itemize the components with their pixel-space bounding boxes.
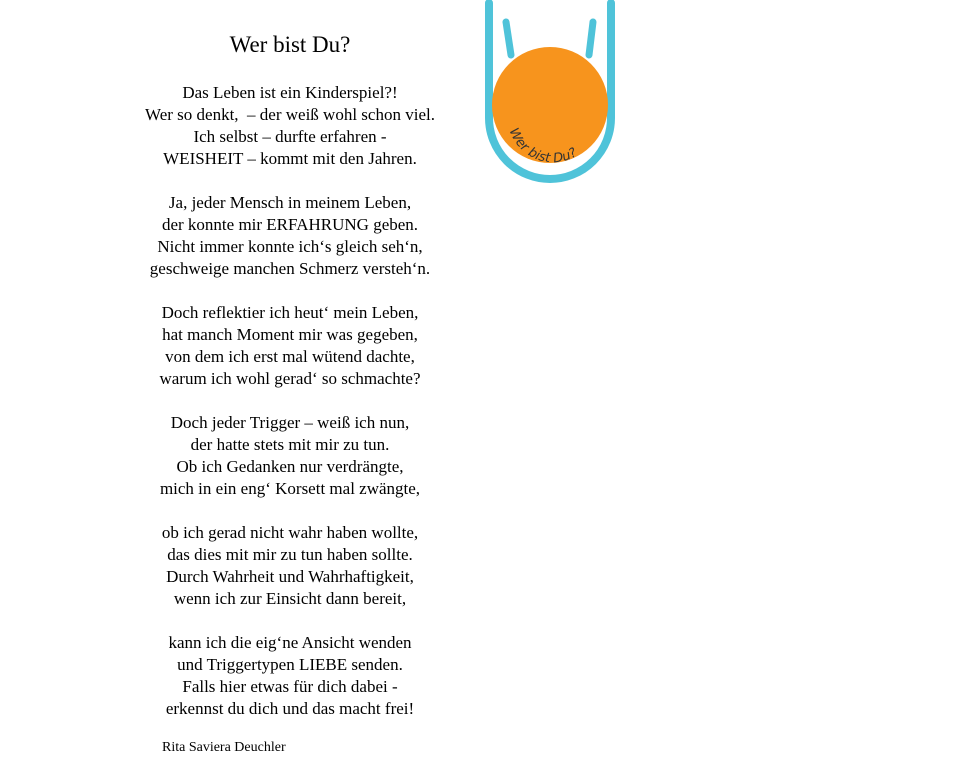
poem-line: mich in ein eng‘ Korsett mal zwängte,: [159, 479, 421, 498]
poem-line: wenn ich zur Einsicht dann bereit,: [173, 589, 407, 608]
poem-line: der hatte stets mit mir zu tun.: [190, 435, 390, 454]
poem-line: Durch Wahrheit und Wahrhaftigkeit,: [166, 567, 414, 586]
poem-line: Doch jeder Trigger – weiß ich nun,: [170, 413, 410, 432]
poem-line: und Triggertypen LIEBE senden.: [177, 655, 403, 674]
poem: [80, 30, 500, 742]
poem-line: Falls hier etwas für dich dabei -: [182, 677, 398, 696]
logo-inner-bar-right: [589, 22, 593, 55]
logo-text-span: Wer bist Du?: [505, 125, 580, 167]
author-signature: Rita Saviera Deuchler: [162, 740, 286, 755]
stanza-5: [80, 522, 500, 610]
stanza-2: [80, 192, 500, 280]
stanza-6: [80, 632, 500, 720]
poem-line: Ja, jeder Mensch in meinem Leben,: [168, 193, 412, 212]
poem-line: Doch reflektier ich heut‘ mein Leben,: [161, 303, 419, 322]
poem-line: Nicht immer konnte ich‘s gleich seh‘n,: [157, 237, 423, 256]
poem-title: Wer bist Du?: [229, 32, 351, 57]
poem-line: kann ich die eig‘ne Ansicht wenden: [168, 633, 412, 652]
poem-line: warum ich wohl gerad‘ so schmachte?: [159, 369, 421, 388]
poem-line: ob ich gerad nicht wahr haben wollte,: [161, 523, 419, 542]
poem-line: hat manch Moment mir was gegeben,: [162, 325, 418, 344]
poem-line: Ich selbst – durfte erfahren -: [193, 127, 387, 146]
stanza-1: [80, 82, 500, 170]
poem-line: der konnte mir ERFAHRUNG geben.: [161, 215, 419, 234]
poem-line: erkennst du dich und das macht frei!: [165, 699, 415, 718]
wer-bist-du-logo: [480, 0, 620, 185]
stanza-3: [80, 302, 500, 390]
logo-inner-bar-left: [506, 22, 511, 55]
stanza-4: [80, 412, 500, 500]
logo-circle: [492, 47, 608, 163]
poem-line: von dem ich erst mal wütend dachte,: [165, 347, 415, 366]
poem-line: geschweige manchen Schmerz versteh‘n.: [149, 259, 431, 278]
poem-line: das dies mit mir zu tun haben sollte.: [167, 545, 413, 564]
poem-line: Wer so denkt, – der weiß wohl schon viel.: [145, 105, 435, 124]
poem-line: Ob ich Gedanken nur verdrängte,: [176, 457, 404, 476]
poem-line: WEISHEIT – kommt mit den Jahren.: [163, 149, 417, 168]
poem-line: Das Leben ist ein Kinderspiel?!: [182, 83, 398, 102]
